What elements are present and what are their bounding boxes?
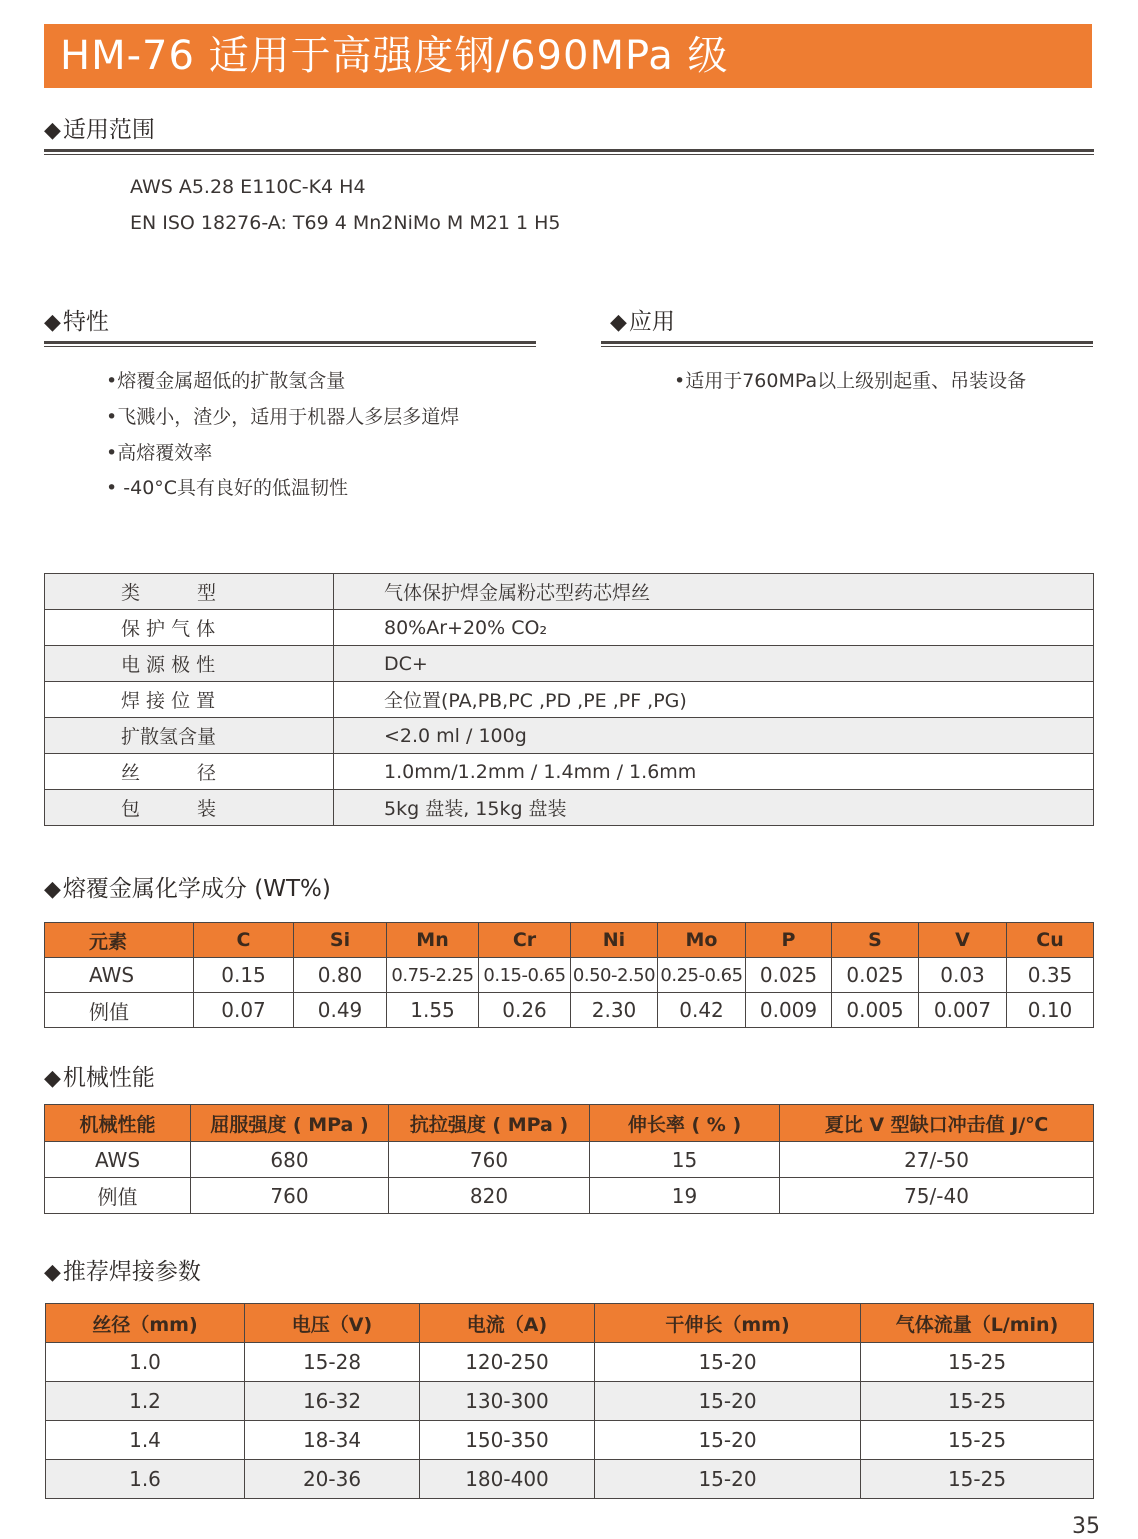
features-heading [44,308,109,337]
property-value: <2.0 ml / 100g [334,718,1094,754]
table-row [45,1178,1094,1214]
table-cell: 130-300 [420,1382,595,1421]
table-header-row [46,1304,1094,1343]
table-cell: 0.025 [832,958,919,993]
table-cell: 1.2 [46,1382,245,1421]
table-cell: 0.75-2.25 [387,958,479,993]
property-key: 焊 接 位 置 [45,682,334,718]
column-header: 电流（A) [420,1304,595,1343]
chemistry-heading [44,875,331,904]
column-header: 抗拉强度 ( MPa ) [389,1105,590,1142]
chemistry-table [44,922,1094,1028]
table-cell: 0.50-2.50 [571,958,658,993]
table-cell: 1.6 [46,1460,245,1499]
title-bar [44,24,1092,88]
property-value: 80%Ar+20% CO₂ [334,610,1094,646]
table-row [45,682,1094,718]
table-row [45,718,1094,754]
column-header: Mo [658,923,746,958]
table-cell: 2.30 [571,993,658,1028]
table-row [46,1343,1094,1382]
column-header: Mn [387,923,479,958]
table-row [45,574,1094,610]
property-key: 类 型 [45,574,334,610]
table-row [46,1421,1094,1460]
column-header: S [832,923,919,958]
diamond-icon: ◆ [610,310,627,335]
mechanical-table [44,1104,1094,1214]
table-row [46,1382,1094,1421]
table-cell: 15-20 [595,1343,861,1382]
chemistry-heading-text: 熔覆金属化学成分 (WT%) [62,876,331,902]
table-cell: 0.35 [1007,958,1094,993]
table-cell: 15-20 [595,1460,861,1499]
table-row [45,1142,1094,1178]
table-cell: 0.15-0.65 [479,958,571,993]
table-row [45,754,1094,790]
table-header-row [45,1105,1094,1142]
column-header: Cu [1007,923,1094,958]
column-header: V [919,923,1007,958]
welding-heading-text: 推荐焊接参数 [62,1259,201,1285]
table-cell: 150-350 [420,1421,595,1460]
diamond-icon: ◆ [44,310,61,335]
table-cell: 120-250 [420,1343,595,1382]
table-cell: 760 [191,1178,389,1214]
table-cell: 75/-40 [780,1178,1094,1214]
welding-heading [44,1258,201,1287]
mechanical-heading [44,1064,155,1093]
column-header: C [194,923,294,958]
table-cell: 760 [389,1142,590,1178]
column-header: 干伸长（mm) [595,1304,861,1343]
table-cell: 0.03 [919,958,1007,993]
feature-item: •熔覆金属超低的扩散氢含量 [106,370,346,392]
feature-item: •高熔覆效率 [106,442,213,464]
table-cell: 0.005 [832,993,919,1028]
table-cell: 19 [590,1178,780,1214]
table-cell: 0.007 [919,993,1007,1028]
property-key: 包 装 [45,790,334,826]
table-row [45,646,1094,682]
table-row [45,790,1094,826]
column-header: 机械性能 [45,1105,191,1142]
table-cell: 0.25-0.65 [658,958,746,993]
table-cell: 0.025 [746,958,832,993]
column-header: 伸长率 ( % ) [590,1105,780,1142]
feature-item: • -40°C具有良好的低温韧性 [106,477,349,499]
column-header: 气体流量（L/min) [861,1304,1094,1343]
property-key: 保 护 气 体 [45,610,334,646]
column-header: 电压（V) [245,1304,420,1343]
features-rule [44,341,536,347]
table-header-row [45,923,1094,958]
table-cell: 16-32 [245,1382,420,1421]
table-cell: 680 [191,1142,389,1178]
property-value: 全位置(PA,PB,PC ,PD ,PE ,PF ,PG) [334,682,1094,718]
column-header: Ni [571,923,658,958]
welding-table [45,1303,1094,1499]
property-value: 5kg 盘装, 15kg 盘装 [334,790,1094,826]
table-row [45,958,1094,993]
table-cell: 15-25 [861,1343,1094,1382]
features-heading-text: 特性 [62,309,109,335]
table-row [45,610,1094,646]
column-header: 元素 [45,923,194,958]
property-value: 1.0mm/1.2mm / 1.4mm / 1.6mm [334,754,1094,790]
table-cell: 0.26 [479,993,571,1028]
column-header: 丝径（mm) [46,1304,245,1343]
application-rule [601,341,1093,347]
property-value: 气体保护焊金属粉芯型药芯焊丝 [334,574,1094,610]
property-key: 丝 径 [45,754,334,790]
table-cell: AWS [45,1142,191,1178]
scope-line: EN ISO 18276-A: T69 4 Mn2NiMo M M21 1 H5 [130,212,561,234]
table-cell: 1.55 [387,993,479,1028]
table-cell: 15-28 [245,1343,420,1382]
property-key: 电 源 极 性 [45,646,334,682]
table-cell: 0.49 [294,993,387,1028]
application-item: •适用于760MPa以上级别起重、吊装设备 [674,370,1027,392]
application-heading [610,308,675,337]
table-cell: 0.10 [1007,993,1094,1028]
diamond-icon: ◆ [44,1066,61,1091]
table-cell: 例值 [45,993,194,1028]
table-cell: 15-20 [595,1421,861,1460]
table-cell: 15-25 [861,1421,1094,1460]
table-cell: 0.009 [746,993,832,1028]
table-cell: 0.80 [294,958,387,993]
table-cell: 18-34 [245,1421,420,1460]
table-row [45,993,1094,1028]
diamond-icon: ◆ [44,1260,61,1285]
properties-table [44,573,1094,826]
property-value: DC+ [334,646,1094,682]
diamond-icon: ◆ [44,877,61,902]
diamond-icon: ◆ [44,118,61,143]
table-cell: 15-20 [595,1382,861,1421]
table-cell: 15-25 [861,1382,1094,1421]
mechanical-heading-text: 机械性能 [62,1065,155,1091]
column-header: P [746,923,832,958]
table-cell: 0.15 [194,958,294,993]
table-cell: 180-400 [420,1460,595,1499]
table-cell: 1.4 [46,1421,245,1460]
table-cell: 0.07 [194,993,294,1028]
property-key: 扩散氢含量 [45,718,334,754]
column-header: Cr [479,923,571,958]
table-cell: 15 [590,1142,780,1178]
page-title: HM-76 适用于高强度钢/690MPa 级 [60,33,729,79]
table-cell: 820 [389,1178,590,1214]
scope-heading-text: 适用范围 [62,117,155,143]
scope-rule [44,149,1094,155]
table-cell: 0.42 [658,993,746,1028]
table-cell: 27/-50 [780,1142,1094,1178]
table-cell: 1.0 [46,1343,245,1382]
column-header: 夏比 V 型缺口冲击值 J/℃ [780,1105,1094,1142]
table-cell: 例值 [45,1178,191,1214]
table-cell: 15-25 [861,1460,1094,1499]
application-heading-text: 应用 [628,309,675,335]
column-header: 屈服强度 ( MPa ) [191,1105,389,1142]
scope-line: AWS A5.28 E110C-K4 H4 [130,176,366,198]
table-cell: AWS [45,958,194,993]
column-header: Si [294,923,387,958]
feature-item: •飞溅小，渣少，适用于机器人多层多道焊 [106,406,460,428]
table-cell: 20-36 [245,1460,420,1499]
scope-heading [44,116,155,145]
page-number: 35 [1072,1514,1100,1539]
table-row [46,1460,1094,1499]
